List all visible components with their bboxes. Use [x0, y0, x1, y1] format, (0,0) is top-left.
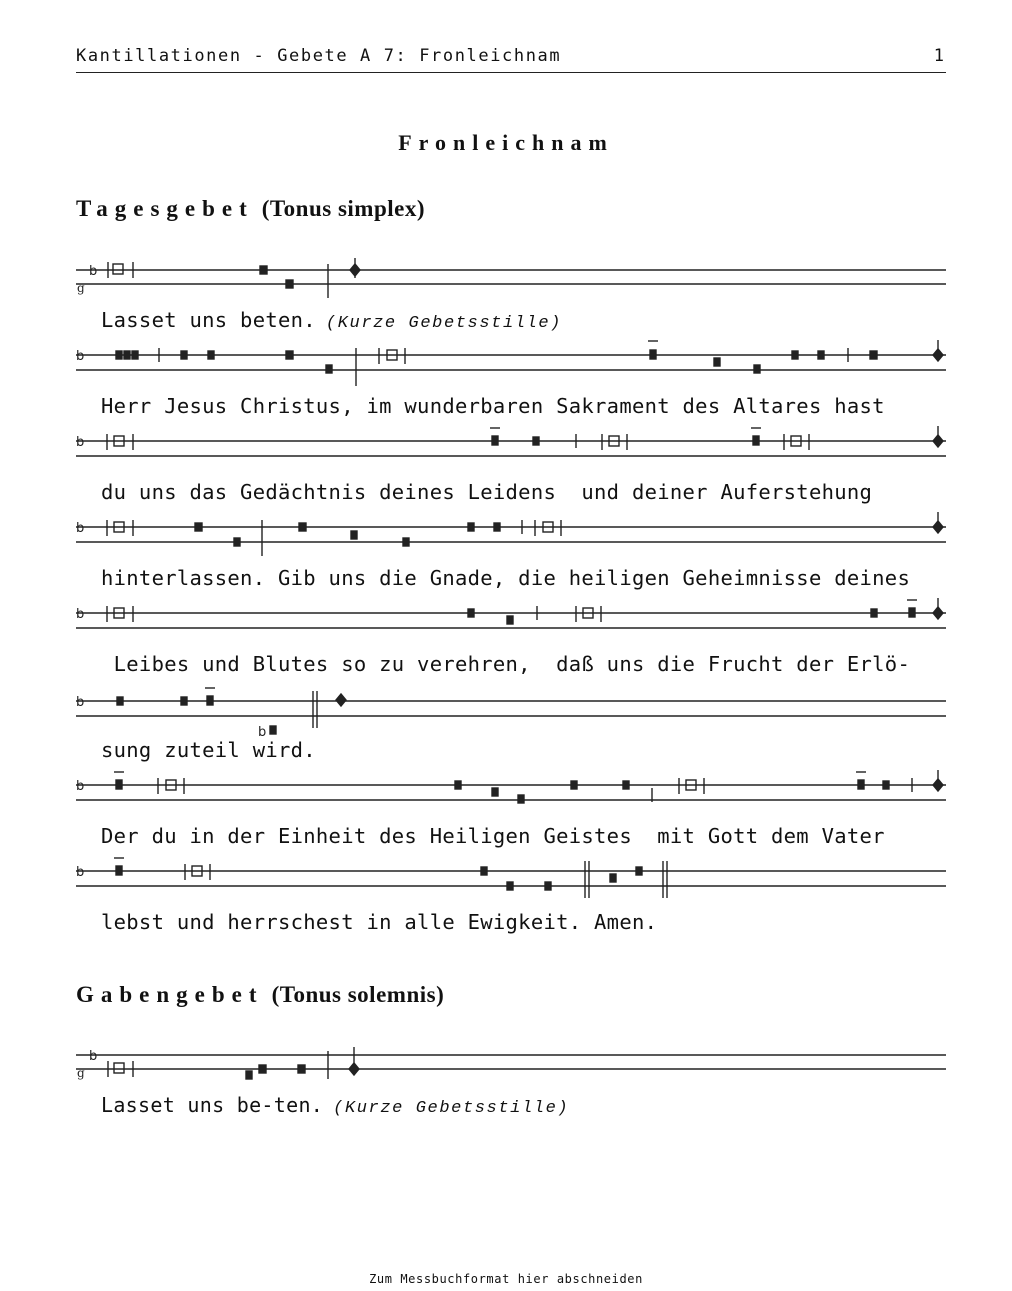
music-staff-6: [0, 686, 1012, 740]
silence-note: (Kurze Gebetsstille): [325, 314, 562, 333]
music-staff-9: [0, 1043, 1012, 1093]
section-tone: (Tonus solemnis): [271, 982, 445, 1007]
lyric-line-9: [101, 1093, 569, 1118]
clef-g-glyph: g: [77, 1066, 85, 1080]
lyric-line-8: lebst und herrschest in alle Ewigkeit. Amen.: [101, 910, 658, 934]
page-number: 1: [933, 46, 944, 66]
clef-flat-glyph: b: [76, 521, 85, 536]
clef-flat-glyph: b: [76, 779, 85, 794]
section-tone: (Tonus simplex): [261, 196, 425, 221]
lyric-line-2: Herr Jesus Christus, im wunderbaren Sakrament des Altares hast: [101, 394, 885, 418]
music-staff-2: [0, 340, 1012, 390]
section-name: Tagesgebet: [76, 196, 254, 221]
lyric-line-5: Leibes und Blutes so zu verehren, daß uns die Frucht der Erlö-: [101, 652, 911, 676]
lyric-line-7: Der du in der Einheit des Heiligen Geistes mit Gott dem Vater: [101, 824, 885, 848]
music-staff-4: [0, 512, 1012, 562]
header-title: Kantillationen - Gebete A 7: Fronleichnam: [76, 46, 562, 66]
lyric-text: Lasset uns be-ten.: [101, 1093, 324, 1117]
clef-g-glyph: g: [77, 281, 85, 295]
silence-note: (Kurze Gebetsstille): [333, 1099, 570, 1118]
clef-flat-glyph: b: [89, 264, 98, 279]
cut-instruction: Zum Messbuchformat hier abschneiden: [369, 1272, 643, 1286]
section-name: Gabengebet: [76, 982, 264, 1007]
lyric-line-1: [101, 308, 562, 333]
clef-flat-glyph: b: [76, 607, 85, 622]
music-staff-8: [0, 856, 1012, 906]
page-header: [76, 46, 946, 73]
music-staff-7: [0, 770, 1012, 820]
clef-flat-glyph: b: [76, 435, 85, 450]
music-staff-5: [0, 598, 1012, 648]
lyric-line-4: hinterlassen. Gib uns die Gnade, die heiligen Geheimnisse deines: [101, 566, 911, 590]
clef-flat-glyph: b: [76, 695, 85, 710]
lyric-text: Lasset uns beten.: [101, 308, 316, 332]
clef-flat-glyph: b: [89, 1049, 98, 1064]
lyric-line-6: sung zuteil wird.: [101, 738, 316, 762]
music-staff-3: [0, 426, 1012, 476]
music-staff-1: [0, 258, 1012, 308]
section-title-tagesgebet: [76, 196, 425, 222]
lyric-line-3: du uns das Gedächtnis deines Leidens und deiner Auferstehung: [101, 480, 873, 504]
clef-flat-glyph: b: [76, 349, 85, 364]
section-title-gabengebet: [76, 982, 444, 1008]
clef-flat-glyph: b: [76, 865, 85, 880]
page-title: Fronleichnam: [398, 130, 614, 155]
flat-accidental: b: [258, 725, 267, 740]
